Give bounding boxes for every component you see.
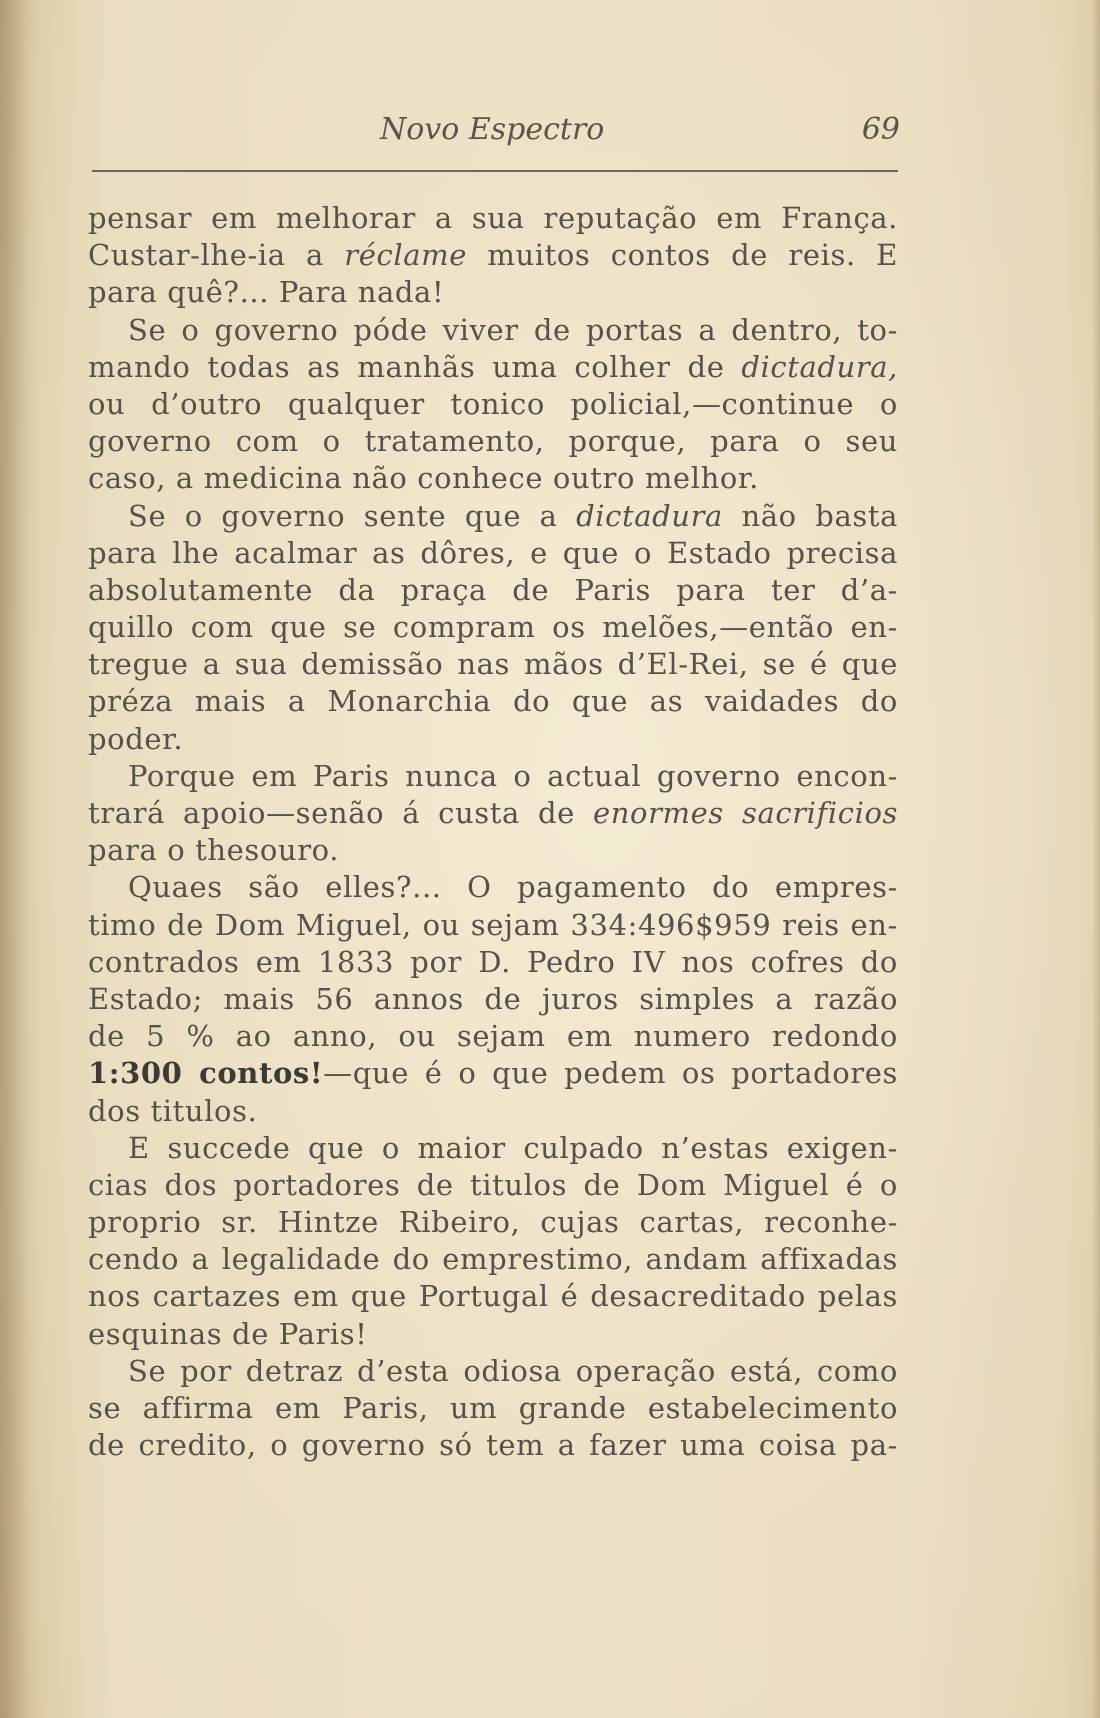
text-line: esquinas de Paris! (88, 1316, 368, 1351)
text-line: tregue a sua demissão nas mãos d’El-Rei, se é que (88, 647, 898, 682)
text-line: governo com o tratamento, porque, para o seu (88, 424, 898, 459)
italic-word: dictadura (576, 498, 723, 533)
running-head-title: Novo Espectro (380, 112, 605, 147)
text-line: nos cartazes em que Portugal é desacreditado pelas (88, 1279, 898, 1314)
text-line: de 5 % ao anno, ou sejam em numero redondo (88, 1019, 898, 1054)
italic-word: dictadura, (741, 349, 898, 384)
italic-word: réclame (344, 238, 467, 273)
bold-amount: 1:300 contos! (88, 1056, 324, 1091)
running-head (88, 112, 900, 152)
text-line: poder. (88, 721, 184, 756)
text-line: de credito, o governo só tem a fazer uma coisa pa- (88, 1428, 898, 1463)
text-line: dos titulos. (88, 1093, 258, 1128)
text-line: trará apoio—senão á custa de enormes sacrificios (88, 796, 898, 830)
text-line: para o thesouro. (88, 833, 340, 868)
text-line: Estado; mais 56 annos de juros simples a razão (88, 981, 898, 1016)
text-line: pensar em melhorar a sua reputação em França. (88, 201, 898, 235)
paragraph-start-line: Quaes são elles?... O pagamento do empres- (128, 870, 898, 905)
paragraph-start-line: Porque em Paris nunca o actual governo encon- (128, 758, 898, 793)
text-line: 1:300 contos!—que é o que pedem os portadores (88, 1056, 898, 1091)
text-line: para quê?... Para nada! (88, 275, 445, 310)
paragraph-start-line: Se o governo sente que a dictadura não basta (128, 498, 898, 533)
paragraph-start-line: Se por detraz d’esta odiosa operação está, como (128, 1353, 898, 1388)
page-edge-shadow (1092, 0, 1100, 1718)
text-line: mando todas as manhãs uma colher de dictadura, (88, 349, 898, 384)
text-line: préza mais a Monarchia do que as vaidades do (88, 684, 898, 719)
text-line: quillo com que se compram os melões,—então en- (88, 610, 898, 645)
italic-phrase: enormes sacrificios (593, 796, 898, 830)
body-text (88, 200, 898, 1464)
text-line: timo de Dom Miguel, ou sejam 334:496$959 reis en- (88, 907, 898, 942)
text-line: ou d’outro qualquer tonico policial,—continue o (88, 386, 898, 421)
text-line: se affirma em Paris, um grande estabelecimento (88, 1391, 898, 1425)
text-line: cias dos portadores de titulos de Dom Miguel é o (88, 1167, 898, 1202)
text-line: proprio sr. Hintze Ribeiro, cujas cartas, reconhe- (88, 1205, 898, 1240)
text-line: absolutamente da praça de Paris para ter d’a- (88, 572, 898, 607)
text-line: caso, a medicina não conhece outro melhor. (88, 461, 760, 496)
text-line: para lhe acalmar as dôres, e que o Estado precisa (88, 535, 898, 570)
text-line: contrados em 1833 por D. Pedro IV nos cofres do (88, 944, 898, 979)
header-rule (92, 170, 898, 172)
text-line: cendo a legalidade do emprestimo, andam affixadas (88, 1242, 898, 1277)
page-spine-shadow (0, 0, 40, 1718)
paragraph-start-line: Se o governo póde viver de portas a dentro, to- (128, 312, 898, 347)
paragraph-start-line: E succede que o maior culpado n’estas exigen- (128, 1130, 898, 1165)
page-number: 69 (861, 112, 900, 147)
text-line: Custar-lhe-ia a réclame muitos contos de reis. E (88, 238, 898, 273)
